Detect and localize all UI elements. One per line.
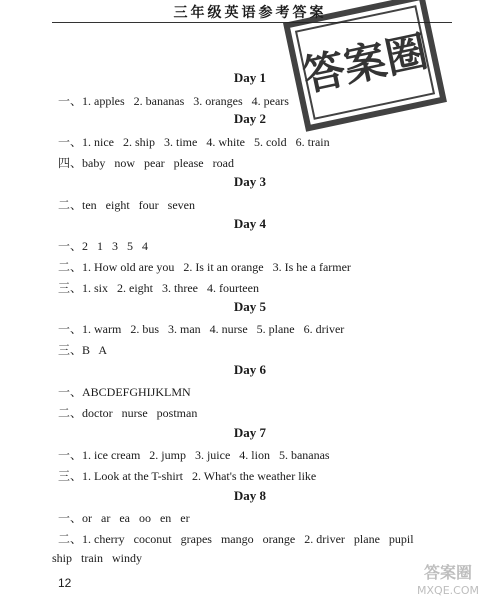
day-heading: Day 3 — [233, 174, 267, 189]
day-heading: Day 4 — [233, 216, 267, 231]
answer-line: 一、1. warm 2. bus 3. man 4. nurse 5. plane 6. driver — [58, 322, 345, 336]
page-header: 三年级英语参考答案 — [173, 5, 327, 21]
page-number: 12 — [58, 576, 72, 590]
answer-line: 一、1. apples 2. bananas 3. oranges 4. pears — [58, 94, 289, 108]
answer-line: 三、1. Look at the T-shirt 2. What's the weather like — [58, 469, 317, 483]
answer-line: 一、or ar ea oo en er — [58, 511, 190, 525]
day-heading: Day 2 — [233, 111, 267, 126]
day-heading: Day 8 — [233, 488, 267, 503]
watermark-logo — [398, 560, 500, 598]
answer-line: 四、baby now pear please road — [58, 156, 234, 170]
day-heading: Day 7 — [233, 425, 267, 440]
svg-text:答案圈: 答案圈 — [423, 563, 473, 582]
answer-line: 二、1. cherry coconut grapes mango orange 2. driver plane pupil — [58, 532, 414, 546]
answer-line: ship train windy — [52, 551, 142, 565]
day-heading: Day 5 — [233, 299, 267, 314]
day-heading: Day 6 — [233, 362, 267, 377]
svg-text:答案圈: 答案圈 — [298, 26, 432, 101]
answer-line: 二、doctor nurse postman — [58, 406, 198, 420]
day-heading: Day 1 — [233, 70, 267, 85]
answer-line: 三、1. six 2. eight 3. three 4. fourteen — [58, 281, 259, 295]
answer-line: 一、2 1 3 5 4 — [58, 239, 149, 253]
answer-line: 一、ABCDEFGHIJKLMN — [58, 385, 191, 399]
answer-line: 一、1. nice 2. ship 3. time 4. white 5. cold 6. train — [58, 135, 330, 149]
svg-text:MXQE.COM: MXQE.COM — [417, 584, 479, 597]
answer-line: 二、1. How old are you 2. Is it an orange 3. Is he a farmer — [58, 260, 351, 274]
answer-line: 三、B A — [58, 343, 108, 357]
answer-line: 一、1. ice cream 2. jump 3. juice 4. lion 5. bananas — [58, 448, 330, 462]
answer-line: 二、ten eight four seven — [58, 198, 195, 212]
